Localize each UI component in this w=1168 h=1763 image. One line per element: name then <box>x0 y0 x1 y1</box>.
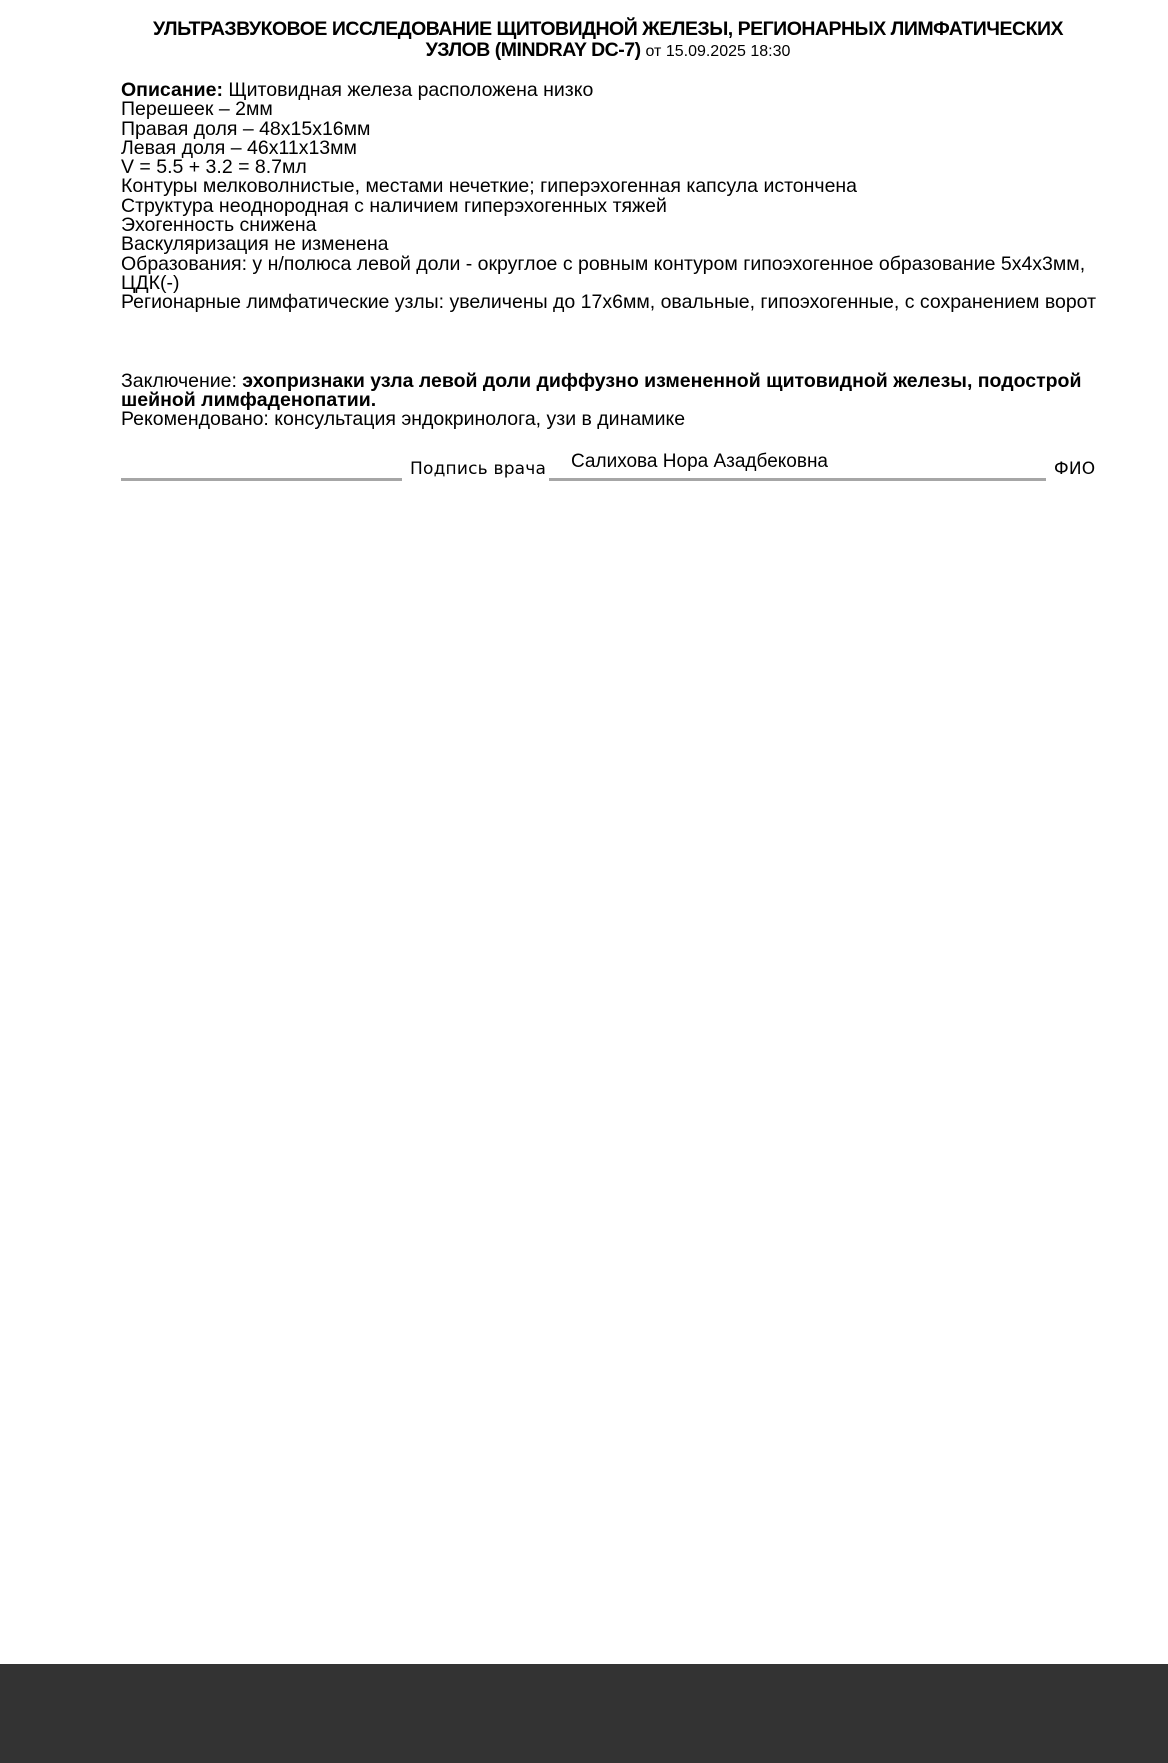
description-intro: Щитовидная железа расположена низко <box>222 79 594 101</box>
finding-lymph-nodes: Регионарные лимфатические узлы: увеличены до 17x6мм, овальные, гипоэхогенные, с сохранением ворот <box>121 291 1097 314</box>
recommendation: Рекомендовано: консультация эндокринолога, узи в динамике <box>121 408 686 430</box>
finding-right-lobe: Правая доля – 48x15x16мм <box>121 117 371 140</box>
fio-label: ФИО <box>1054 459 1096 479</box>
finding-volume: V = 5.5 + 3.2 = 8.7мл <box>121 156 307 179</box>
exam-date: от 15.09.2025 18:30 <box>645 43 791 60</box>
conclusion-section <box>121 372 1096 411</box>
exam-title: УЛЬТРАЗВУКОВОЕ ИССЛЕДОВАНИЕ ЩИТОВИДНОЙ ЖЕЛЕЗЫ, РЕГИОНАРНЫХ ЛИМФАТИЧЕСКИХ УЗЛОВ (MINDRAY DC-7) <box>153 18 1063 61</box>
finding-left-lobe: Левая доля – 46x11x13мм <box>121 136 357 159</box>
finding-isthmus: Перешеек – 2мм <box>121 98 273 121</box>
description-label: Описание: <box>121 79 223 101</box>
finding-vascularization: Васкуляризация не изменена <box>121 233 389 256</box>
document-title <box>120 19 1096 62</box>
name-line <box>549 478 1046 481</box>
finding-echogenicity: Эхогенность снижена <box>121 214 317 237</box>
conclusion-text: эхопризнаки узла левой доли диффузно измененной щитовидной железы, подострой шейной лимфаденопатии. <box>121 370 1082 412</box>
bottom-bar <box>0 1664 1168 1763</box>
finding-contours: Контуры мелковолнистые, местами нечеткие; гиперэхогенная капсула истончена <box>121 175 858 198</box>
finding-formations: Образования: у н/полюса левой доли - округлое с ровным контуром гипоэхогенное образование 5x4x3мм, ЦДК(-) <box>121 252 1086 294</box>
conclusion-label: Заключение: <box>121 370 243 392</box>
doctor-name: Салихова Нора Азадбековна <box>571 451 829 472</box>
finding-structure: Структура неоднородная с наличием гиперэхогенных тяжей <box>121 194 667 217</box>
description-section <box>121 81 1121 313</box>
signature-line <box>121 478 402 481</box>
doctor-signature-label: Подпись врача <box>410 459 547 479</box>
